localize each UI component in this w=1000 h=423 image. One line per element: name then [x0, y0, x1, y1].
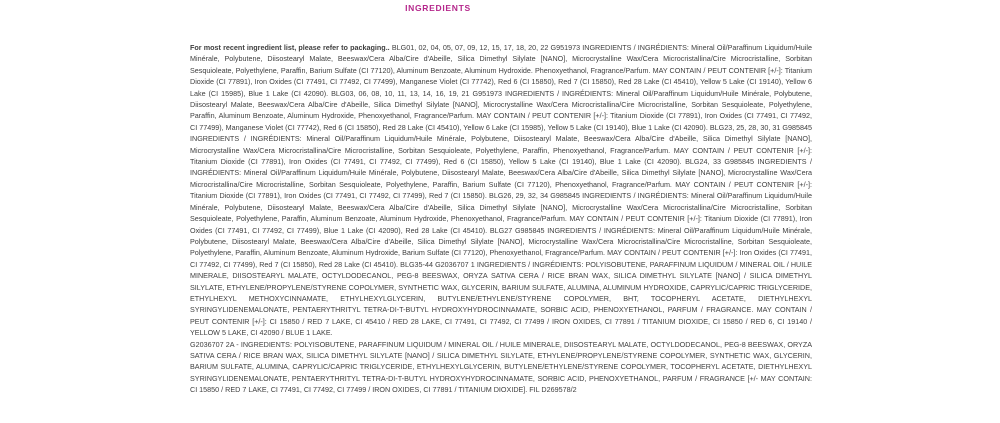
page-title: INGREDIENTS [405, 3, 471, 13]
ingredients-list-1: BLG01, 02, 04, 05, 07, 09, 12, 15, 17, 18, 20, 22 G951973 INGREDIENTS / INGRÉDIENTS: Mineral Oil/Paraffinum Liquidum/Huile Minérale, Polybutene, Diisostearyl Malate, Beeswax/Cera Alba/Cire d'Abeille, Silica Dimethyl Silylate [NANO], Microcrystalline Wax/Cera Microcristallina/Cire Microcristalline, Sorbitan Sesquioleate, Polyethylene, Paraffin, Barium Sulfate (CI 77120), Aluminum Benzoate, Aluminum Hydroxide. Phenoxyethanol, Fragrance/Parfum. MAY CONTAIN / PEUT CONTENIR [+/-]: Titanium Dioxide (CI 77891), Iron Oxides (CI 77491, CI 77492, CI 77499), Manganese Violet (CI 77742), Red 6 (CI 15850), Red 7 (CI 15850), Red 28 Lake (CI 45410), Yellow 5 Lake (CI 19140), Yellow 6 Lake (CI 15985), Blue 1 Lake (CI 42090). BLG03, 06, 08, 10, 11, 13, 14, 16, 19, 21 G951973 INGREDIENTS / INGRÉDIENTS: Mineral Oil/Paraffinum Liquidum/Huile Minérale, Polybutene, Diisostearyl Malate, Beeswax/Cera Alba/Cire d'Abeille, Silica Dimethyl Silylate [NANO], Microcrystalline Wax/Cera Microcristallina/Cire Microcristalline, Sorbitan Sesquioleate, Polyethylene, Paraffin, Aluminum Benzoate, Aluminum Hydroxide, Phenoxyethanol, Fragrance/Parfum. MAY CONTAIN / PEUT CONTENIR [+/-]: Titanium Dioxide (CI 77891), Iron Oxides (CI 77491, CI 77492, CI 77499), Manganese Violet (CI 77742), Red 6 (CI 15850), Red 28 Lake (CI 45410), Yellow 6 Lake (CI 15985), Yellow 5 Lake (CI 19140), Blue 1 Lake (CI 42090). BLG23, 25, 28, 30, 31 G985845 INGREDIENTS / INGRÉDIENTS: Mineral Oil/Paraffinum Liquidum/Huile Minérale, Polybutene, Diisostearyl Malate, Beeswax/Cera Alba/Cire d'Abeille, Silica Dimethyl Silylate [NANO], Microcrystalline Wax/Cera Microcristallina/Cire Microcristalline, Sorbitan Sesquioleate, Polyethylene, Paraffin, Phenoxyethanol, Fragrance/Parfum. MAY CONTAIN / PEUT CONTENIR [+/-]: Titanium Dioxide (CI 77891), Iron Oxides (CI 77491, CI 77492, CI 77499), Red 6 (CI 15850), Yellow 5 Lake (CI 19140), Blue 1 Lake (CI 42090). BLG24, 33 G985845 INGREDIENTS / INGRÉDIENTS: Mineral Oil/Paraffinum Liquidum/Huile Minérale, Polybutene, Diisostearyl Malate, Beeswax/Cera Alba/Cire d'Abeille, Silica Dimethyl Silylate [NANO], Microcrystalline Wax/Cera Microcristallina/Cire Microcristalline, Sorbitan Sesquioleate, Polyethylene, Paraffin, Barium Sulfate (CI 77120), Phenoxyethanol, Fragrance/Parfum. MAY CONTAIN / PEUT CONTENIR [+/-]: Titanium Dioxide (CI 77891), Iron Oxides (CI 77491, CI 77492, CI 77499), Red 7 (CI 15850). BLG26, 29, 32, 34 G985845 INGREDIENTS / INGRÉDIENTS: Mineral Oil/Paraffinum Liquidum/Huile Minérale, Polybutene, Diisostearyl Malate, Beeswax/Cera Alba/Cire d'Abeille, Silica Dimethyl Silylate [NANO], Microcrystalline Wax/Cera Microcristallina/Cire Microcristalline, Sorbitan Sesquioleate, Polyethylene, Paraffin, Aluminum Benzoate, Aluminum Hydroxide, Phenoxyethanol, Fragrance/Parfum. MAY CONTAIN / PEUT CONTENIR [+/-]: Titanium Dioxide (CI 77891), Iron Oxides (CI 77491, CI 77492, CI 77499), Blue 1 Lake (CI 42090), Red 28 Lake (CI 45410). BLG27 G985845 INGREDIENTS / INGRÉDIENTS: Mineral Oil/Paraffinum Liquidum/Huile Minérale, Polybutene, Diisostearyl Malate, Beeswax/Cera Alba/Cire d'Abeille, Silica Dimethyl Silylate [NANO], Microcrystalline Wax/Cera Microcristallina/Cire Microcristalline, Sorbitan Sesquioleate, Polyethylene, Paraffin, Aluminum Benzoate, Aluminum Hydroxide, Barium Sulfate (CI 77120), Phenoxyethanol, Fragrance/Parfum. MAY CONTAIN / PEUT CONTENIR [+/-]: Iron Oxides (CI 77491, CI 77492, CI 77499), Red 7 (CI 15850), Red 28 Lake (CI 45410). BLG35-44 G2036707 1 INGREDIENTS / INGRÉDIENTS: POLYISOBUTENE, PARAFFINUM LIQUIDUM / MINERAL OIL / HUILE MINERALE, DIISOSTEARYL MALATE, OCTYLDODECANOL, PEG-8 BEESWAX, ORYZA SATIVA CERA / RICE BRAN WAX, SILICA DIMETHYL SILYLATE [NANO] / SILICA DIMETHYL SILYLATE, ETHYLENE/PROPYLENE/STYRENE COPOLYMER, SYNTHETIC WAX, GLYCERIN, BARIUM SULFATE, ALUMINA, ALUMINUM HYDROXIDE, CAPRYLIC/CAPRIC TRIGLYCERIDE, ETHYLHEXYL METHOXYCINNAMATE, ETHYLHEXYLGLYCERIN, BUTYLENE/ETHYLENE/STYRENE COPOLYMER, BHT, TOCOPHERYL ACETATE, DIETHYLHEXYL SYRINGYLIDENEMALONATE, PENTAERYTHRITYL TETRA-DI-T-BUTYL HYDROXYHYDROCINNAMATE, SORBIC ACID, PHENOXYETHANOL, PARFUM / FRAGRANCE. MAY CONTAIN / PEUT CONTENIR [+/-]: CI 15850 / RED 7 LAKE, CI 45410 / RED 28 LAKE, CI 77491, CI 77492, CI 77499 / IRON OXIDES, CI 77891 / TITANIUM DIOXIDE, CI 15850 / RED 6, CI 19140 / YELLOW 5 LAKE, CI 42090 / BLUE 1 LAKE. [190, 43, 812, 338]
ingredients-text-block [190, 42, 812, 396]
ingredients-paragraph-2: G2036707 2A - INGREDIENTS: POLYISOBUTENE, PARAFFINUM LIQUIDUM / MINERAL OIL / HUILE MINERALE, DIISOSTEARYL MALATE, OCTYLDODECANOL, PEG-8 BEESWAX, ORYZA SATIVA CERA / RICE BRAN WAX, SILICA DIMETHYL SILYLATE [NANO] / SILICA DIMETHYL SILYLATE, ETHYLENE/PROPYLENE/STYRENE COPOLYMER, SYNTHETIC WAX, GLYCERIN, BARIUM SULFATE, ALUMINA, CAPRYLIC/CAPRIC TRIGLYCERIDE, ETHYLHEXYLGLYCERIN, BUTYLENE/ETHYLENE/STYRENE COPOLYMER, TOCOPHERYL ACETATE, DIETHYLHEXYL SYRINGYLIDENEMALONATE, PENTAERYTHRITYL TETRA-DI-T-BUTYL HYDROXYHYDROCINNAMATE, SORBIC ACID, PHENOXYETHANOL, PARFUM / FRAGRANCE [+/- MAY CONTAIN: CI 15850 / RED 7 LAKE, CI 77491, CI 77492, CI 77499 / IRON OXIDES, CI 77891 / TITANIUM DIOXIDE]. FIL D269578/2 [190, 339, 812, 395]
ingredients-paragraph-1 [190, 42, 812, 339]
packaging-disclaimer: For most recent ingredient list, please refer to packaging.. [190, 43, 390, 52]
